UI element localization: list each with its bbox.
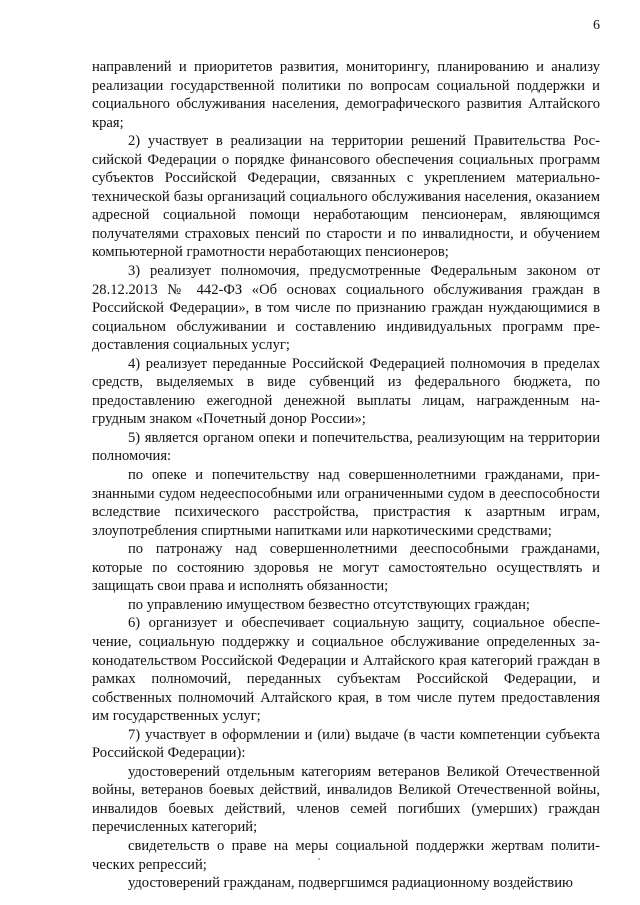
- paragraph-radiation-certificates: удостоверений гражданам, подвергшимся радиационному воздействию: [128, 875, 573, 892]
- paragraph-guardianship: по опеке и попечительству над совершеннолетними гражданами, признанными судом недееспособными или ограниченными судом в дееспособности вследствие психического расстройства, пристрастия к азартным играм, злоупотребления спиртными напитками или наркотическими средствами;: [92, 467, 600, 539]
- body-text: [92, 58, 600, 893]
- paragraph-item-4: 4) реализует переданные Российской Федерацией полномочия в пределах средств, выделяемых в виде субвенций из федерального бюджета, по предоставлению ежегодной денежной выплаты лицам, награжденным нагрудным знаком «Почетный донор России»;: [92, 355, 600, 428]
- paragraph-veteran-certificates: удостоверений отдельным категориям ветеранов Великой Отечественной войны, ветеранов боевых действий, инвалидов Великой Отечественной войны, инвалидов боевых действий, членов семей погибших (умерших) граждан перечисленных категорий;: [92, 763, 600, 836]
- paragraph-property-management: по управлению имуществом безвестно отсутствующих граждан;: [128, 596, 530, 613]
- paragraph-patronage: по патронажу над совершеннолетними дееспособными гражданами, которые по состоянию здоровья не могут самостоятельно осуществлять и защищать свои права и исполнять обязанности;: [92, 541, 600, 595]
- scan-speck: [318, 858, 320, 860]
- paragraph-item-5: 5) является органом опеки и попечительства, реализующим на территории полномочия:: [92, 429, 600, 465]
- paragraph-continuation: направлений и приоритетов развития, мониторингу, планированию и анализу реализации государственной политики по вопросам социальной поддержки и социального обслуживания населения, демографического развития Алтайского края;: [92, 59, 600, 131]
- paragraph-item-2: 2) участвует в реализации на территории решений Правительства Российской Федерации о порядке финансового обеспечения социальных программ субъектов Российской Федерации, связанных с укреплением материально-технической базы организаций социального обслуживания населения, оказанием адресной социальной помощи неработающим пенсионерам, являющимся получателями страховых пенсий по старости и по инвалидности, и обучением компьютерной грамотности неработающих пенсионеров;: [92, 133, 600, 261]
- paragraph-item-6: 6) организует и обеспечивает социальную защиту, социальное обеспечение, социальную поддержку и социальное обслуживание определенных законодательством Российской Федерации и Алтайского края категорий граждан в рамках полномочий, переданных субъектам Российской Федерации, и собственных полномочий Алтайского края, в том числе путем предоставления им государственных услуг;: [92, 615, 600, 725]
- paragraph-repression-certificates: свидетельств о праве на меры социальной поддержки жертвам политических репрессий;: [92, 837, 600, 873]
- page-number: 6: [593, 18, 600, 33]
- paragraph-item-3: 3) реализует полномочия, предусмотренные Федеральным законом от 28.12.2013 № 442-ФЗ «Об основах социального обслуживания граждан в Российской Федерации», в том числе по признанию граждан нуждающимися в социальном обслуживании и составлению индивидуальных программ предоставления социальных услуг;: [92, 263, 600, 354]
- paragraph-item-7: 7) участвует в оформлении и (или) выдаче (в части компетенции субъекта Российской Федерации):: [92, 726, 600, 762]
